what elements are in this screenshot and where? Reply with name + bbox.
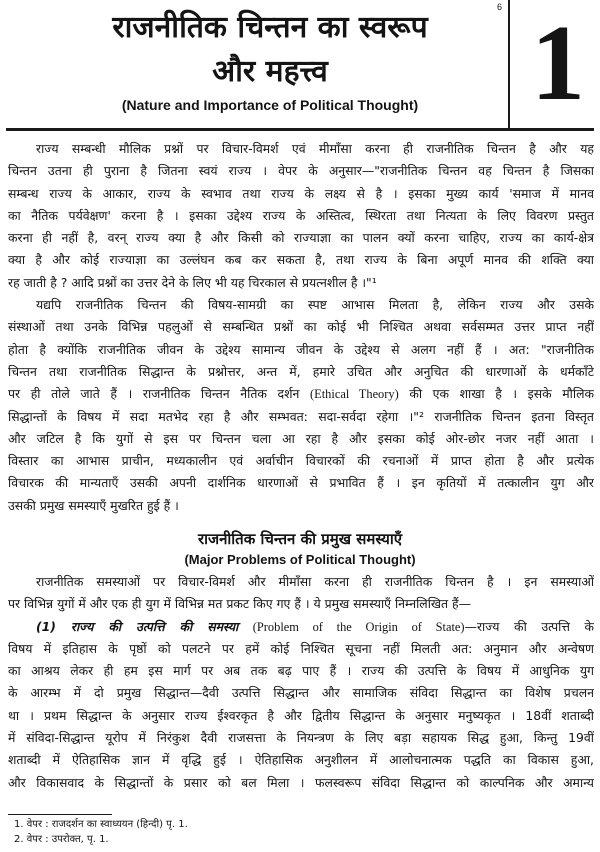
paragraph-2-line: संस्थाओं तथा उनके विभिन्न पहलुओं से सम्बन्धित प्रश्नों का कोई भी निश्चित अथवा सर्वसम्मत उत्तर प्राप्त नहीं [8,319,594,335]
problem-1-first-tail: —राज्य की उत्पत्ति के [464,618,594,634]
ethical-theory-english: (Ethical Theory) [310,387,399,402]
paragraph-2-line: उसकी प्रमुख समस्याएँ मुखरित हुई हैं । [8,497,179,513]
paragraph-2-line-5-tail: की एक शाखा है । इसके मौलिक [409,386,594,402]
paragraph-4-line: में संविदा-सिद्धान्त यूरोप में निरंकुश दैवी राजसत्ता के नियन्त्रण के लिए बड़ा सहायक सिद्ध हुआ, किन्तु 19वीं [8,730,594,746]
paragraph-2-line: विस्तार का आभास प्राचीन, मध्यकालीन एवं अर्वाचीन विचारकों की रचनाओं में प्राप्त होता है और प्रत्येक [8,453,594,469]
footnote-1: 1. वेपर : राजदर्शन का स्वाध्ययन (हिन्दी) पृ. 1. [14,819,188,830]
section-heading-hindi: राजनीतिक चिन्तन की प्रमुख समस्याएँ [197,530,403,548]
paragraph-4-first-line [8,616,594,638]
paragraph-4-line: के आरम्भ में दो प्रमुख सिद्धान्त—दैवी उत्पत्ति सिद्धान्त और सामाजिक संविदा सिद्धान्त का विशेष प्रचलन [8,685,594,701]
footnote-divider [8,814,112,815]
paragraph-2-line: और जटिल है कि युगों से इस पर चिन्तन चला आ रहा है और इसका कोई ओर-छोर नजर नहीं आता । [8,430,594,446]
paragraph-2-line [8,383,594,405]
paragraph-1-line: क्या है और कोई राज्याज्ञा का उल्लंघन कब कर सकता है, तथा राज्य के बिना अपूर्ण मानव की शक्ति क्या [8,252,594,268]
chapter-number: 1 [531,4,585,123]
paragraph-4-line: था । प्रथम सिद्धान्त के अनुसार राज्य ईश्वरकृत है और द्वितीय सिद्धान्त के अनुसार मनुष्यकृत । 18वीं शताब्दी [8,707,594,723]
paragraph-2-line: विचारक की मान्यताएँ उसकी अपनी दार्शनिक धारणाओं से प्रभावित हैं । इन कृतियों में तत्कालीन युग और [8,475,594,491]
section-heading-english: (Major Problems of Political Thought) [184,552,416,567]
footnote-2: 2. वेपर : उपरोक्त, पृ. 1. [14,834,109,845]
paragraph-2-line: यद्यपि राजनीतिक चिन्तन की विषय-सामग्री का स्पष्ट आभास मिलता है, लेकिन राज्य और उसके [36,297,594,313]
paragraph-1-line: रह जाती है ? आदि प्रश्नों का उत्तर देने के लिए भी यह चिरकाल से प्रयत्नशील है ।"¹ [8,274,377,290]
footnotes [14,817,414,847]
paragraph-4-line: शताब्दी में ऐतिहासिक ज्ञान में वृद्धि हुई । ऐतिहासिक अनुशीलन में आलोचनात्मक पद्धति का विकास हुआ, [8,752,594,768]
body-text-upper [8,138,594,517]
paragraph-4-line: का आश्रय लेकर ही हम इस मार्ग पर अब तक बढ़ पाए हैं । राज्य की उत्पत्ति के विषय में आधुनिक युग [8,663,594,679]
header-horizontal-rule [6,128,594,131]
body-text-lower [8,571,594,794]
paragraph-1-line: राज्य सम्बन्धी मौलिक प्रश्नों पर विचार-विमर्श एवं मीमाँसा करना ही राजनीतिक चिन्तन है और यह [36,141,594,156]
chapter-header [0,0,600,140]
paragraph-4-line: विषय में इतिहास के पृष्ठों को पलटने पर हमें कोई निश्चित सूचना नहीं मिलती अत: अनुमान और अन्वेषण [8,640,594,656]
paragraph-1-line: सम्बन्ध राज्य के आकार, राज्य के स्वभाव तथा राज्य के लक्ष्य से है । इसका मुख्य कार्य 'समाज में मानव [8,185,594,201]
paragraph-1-line: का नैतिक पर्यवेक्षण' करना है । इसका उद्देश्य राज्य के अस्तित्व, स्थिरता तथा नित्यता के लिए विवरण प्रस्तुत [8,207,594,223]
page-number: 6 [497,2,503,12]
paragraph-2-line-5-head: पर ही तोले जाते हैं । राजनीतिक चिन्तन नैतिक दर्शन [8,386,300,402]
problem-1-label-english: (Problem of the Origin of State) [252,619,465,634]
paragraph-3-line: राजनीतिक समस्याओं पर विचार-विमर्श और मीमाँसा करना ही राजनीतिक चिन्तन है । इन समस्याओं [36,574,594,589]
paragraph-4-line: और विकासवाद के सिद्धान्तों के प्रसार को बल मिला । फलस्वरूप संविदा सिद्धान्त को काल्पनिक और अमान्य [8,774,594,790]
paragraph-1-line: करना ही नहीं है, वरन् राज्य क्या है और किसी को राज्याज्ञा का पालन क्यों करना चाहिए, राज्य का कार्य-क्षेत्र [8,230,594,246]
paragraph-2-line: चिन्तन तथा राजनीतिक सिद्धान्त के प्रश्नोत्तर, अन्त में, हमारे उचित और अनुचित की धारणाओं के धर्मकाँटे [8,363,594,379]
header-vertical-rule [508,0,510,128]
paragraph-2-line: होता है क्योंकि राजनीतिक जीवन के उद्देश्य सामान्य जीवन के उद्देश्य से अलग नहीं हैं । अत: "राजनीतिक [8,341,594,357]
chapter-title-english: (Nature and Importance of Political Thought) [121,97,419,113]
chapter-title-hindi-line1: राजनीतिक चिन्तन का स्वरूप [112,10,428,45]
chapter-title-hindi-line2: और महत्त्व [212,54,328,89]
problem-1-label: (1) राज्य की उत्पत्ति की समस्या [36,618,239,634]
paragraph-3-line: पर विभिन्न युगों में और एक ही युग में विभिन्न मत प्रकट किए गए हैं । ये प्रमुख समस्याएँ निम्नलिखित हैं— [8,596,472,612]
paragraph-2-line: सिद्धान्तों के विषय में सदा मतभेद रहा है और सम्भवत: सदा-सर्वदा रहेगा ।"² राजनीतिक चिन्तन इतना विस्तृत [8,408,594,424]
paragraph-1-line: चिन्तन उतना ही पुराना है जितना स्वयं राज्य । वेपर के अनुसार—"राजनीतिक चिन्तन वह चिन्तन है जिसका [8,163,594,179]
